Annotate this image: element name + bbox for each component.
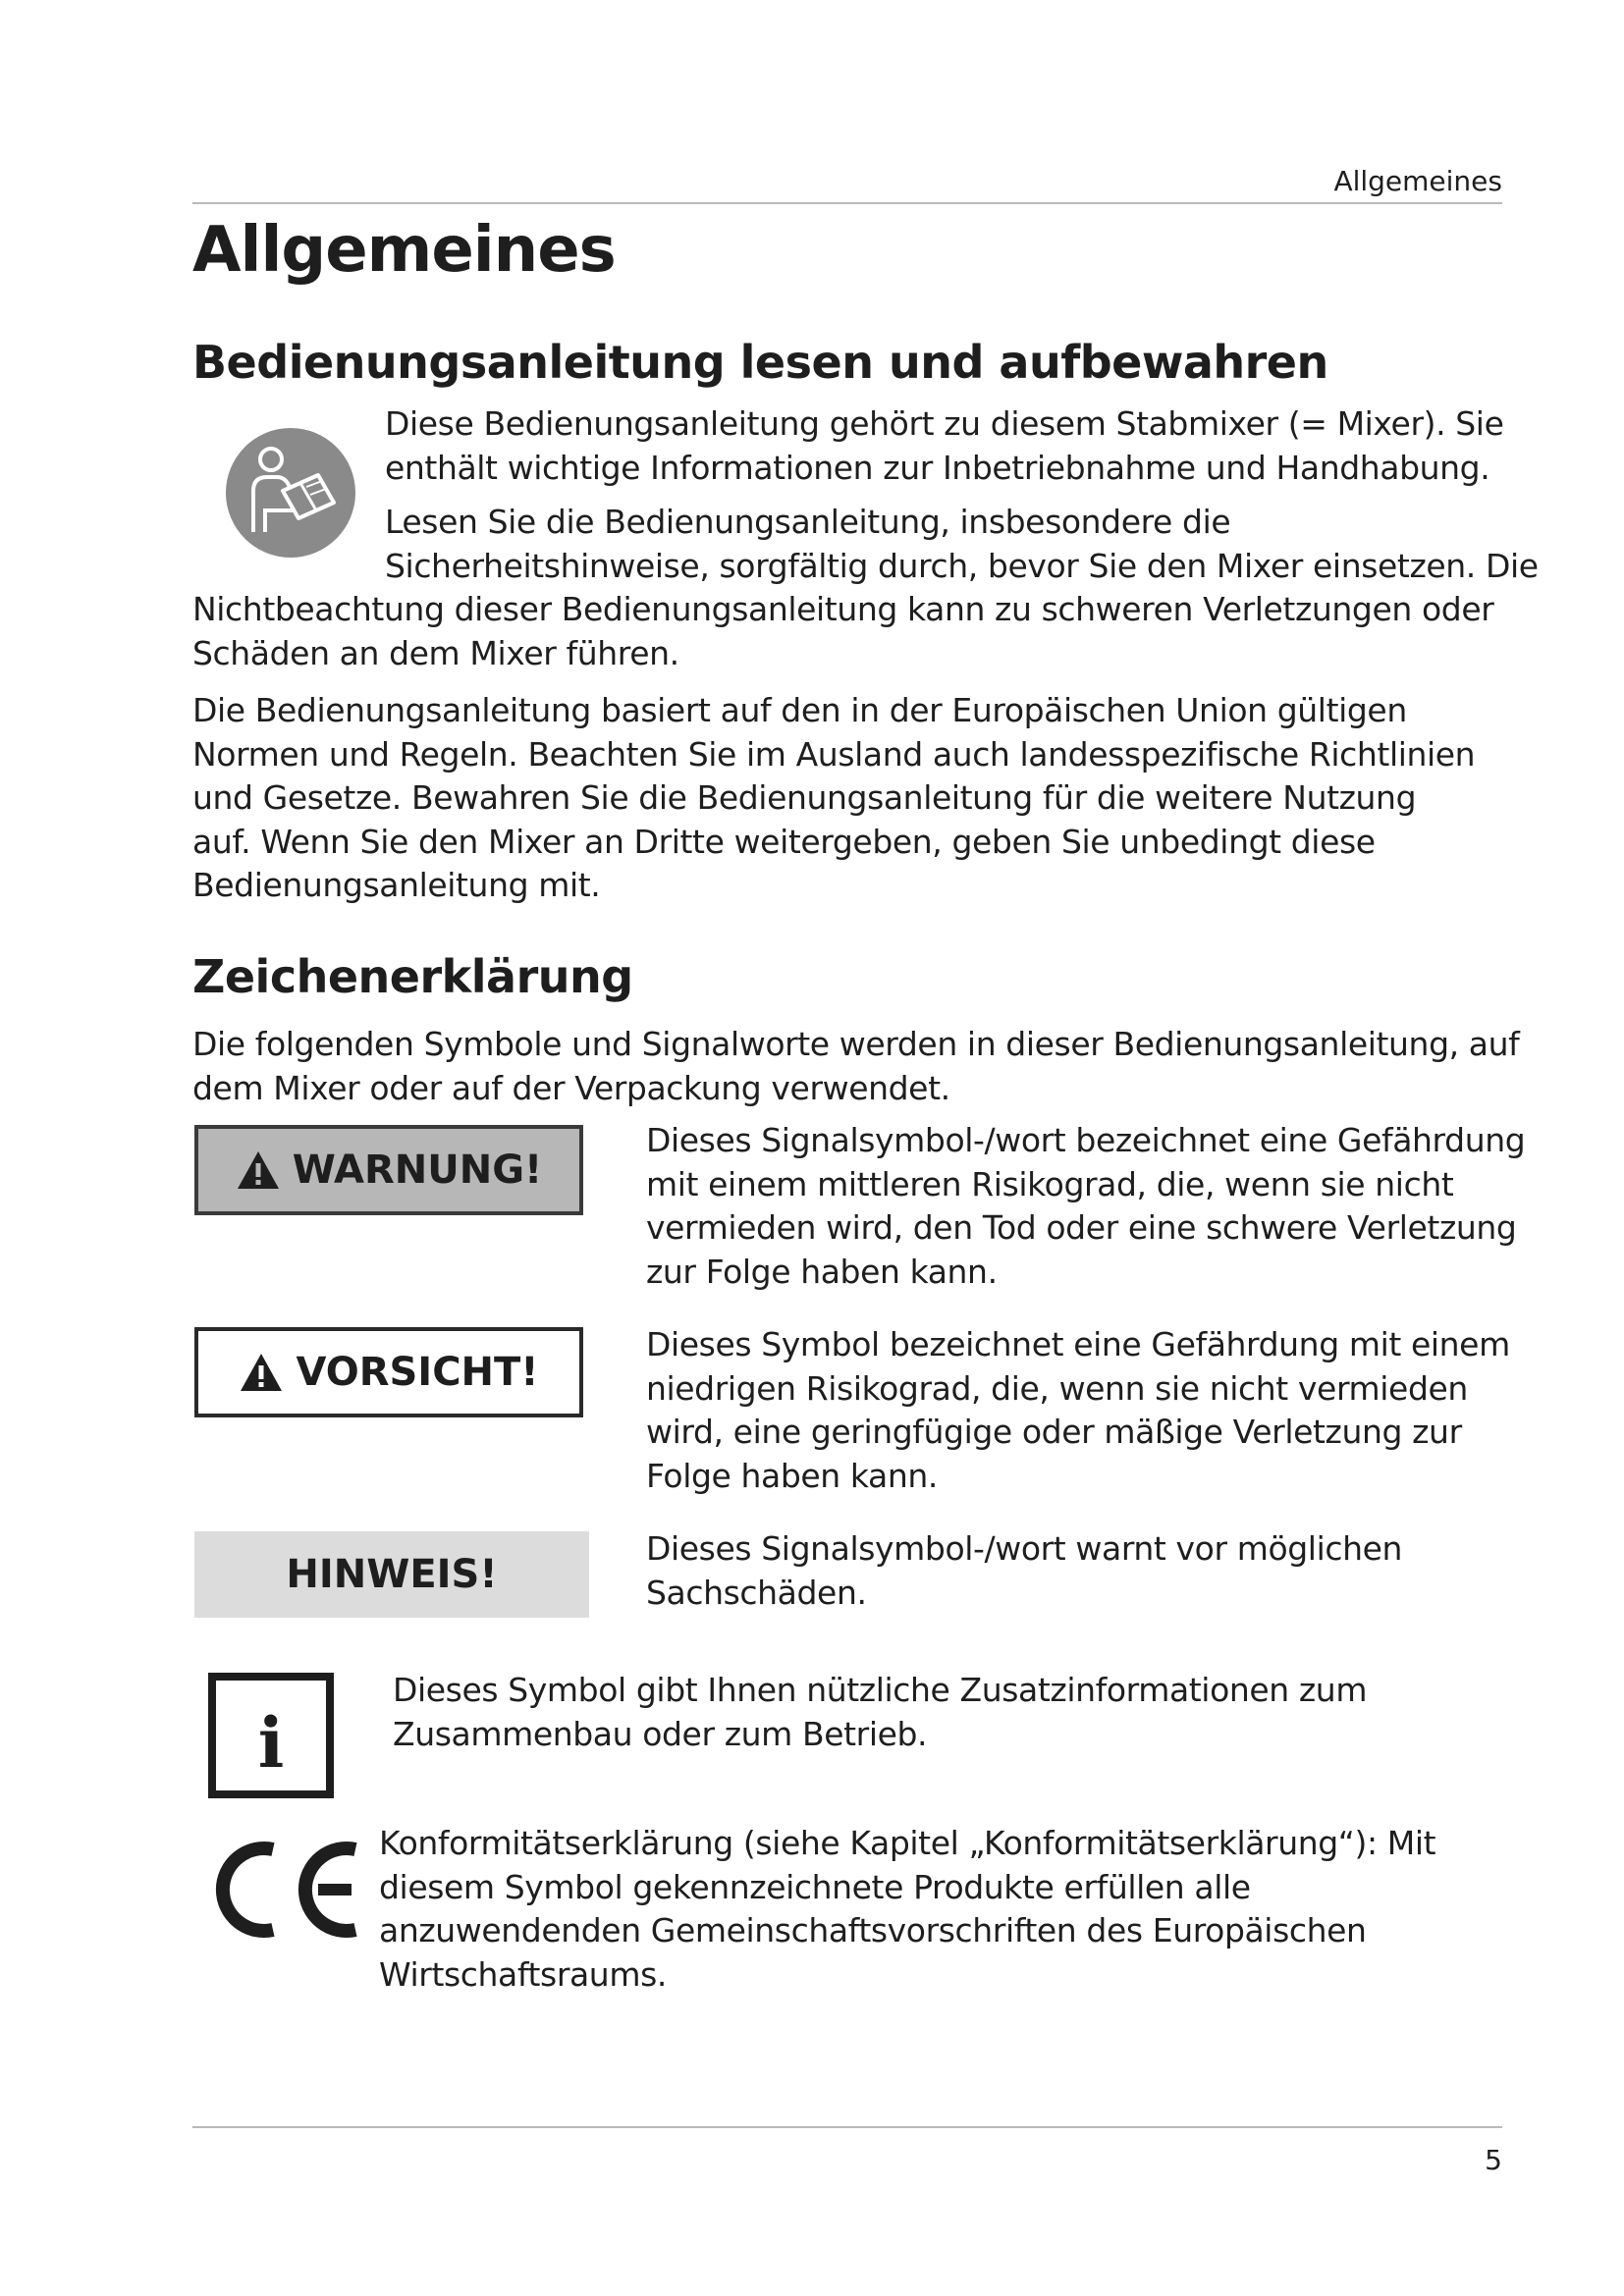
paragraph-read-carefully-cont xyxy=(192,588,1493,675)
info-glyph: i xyxy=(257,1702,285,1784)
text-line: auf. Wenn Sie den Mixer an Dritte weitergeben, geben Sie unbedingt diese xyxy=(192,822,1376,861)
note-label: HINWEIS! xyxy=(286,1552,498,1597)
paragraph-symbols-intro xyxy=(192,1023,1519,1110)
text-line: niedrigen Risikograd, die, wenn sie nicht vermieden xyxy=(646,1368,1468,1408)
warning-label: WARNUNG! xyxy=(292,1148,543,1193)
warning-triangle-icon xyxy=(236,1149,281,1191)
caution-label: VORSICHT! xyxy=(296,1350,539,1395)
heading-symbols: Zeichenerklärung xyxy=(192,950,633,1003)
text-line: Diese Bedienungsanleitung gehört zu diesem Stabmixer (= Mixer). Sie xyxy=(385,404,1504,443)
heading-read-manual: Bedienungsanleitung lesen und aufbewahren xyxy=(192,336,1328,389)
read-manual-icon xyxy=(224,426,357,560)
text-line: Lesen Sie die Bedienungsanleitung, insbesondere die xyxy=(385,503,1231,541)
text-line: diesem Symbol gekennzeichnete Produkte erfüllen alle xyxy=(379,1867,1251,1906)
ce-mark-icon xyxy=(208,1836,365,1944)
text-line: dem Mixer oder auf der Verpackung verwendet. xyxy=(192,1068,950,1107)
paragraph-read-carefully xyxy=(385,501,1539,588)
text-line: Folge haben kann. xyxy=(646,1456,938,1495)
text-line: Konformitätserklärung (siehe Kapitel „Konformitätserklärung“): Mit xyxy=(379,1824,1436,1862)
text-line: Dieses Symbol gibt Ihnen nützliche Zusatzinformationen zum xyxy=(393,1671,1368,1709)
text-line: zur Folge haben kann. xyxy=(646,1252,998,1291)
text-line: Die folgenden Symbole und Signalworte werden in dieser Bedienungsanleitung, auf xyxy=(192,1025,1520,1063)
text-line: und Gesetze. Bewahren Sie die Bedienungsanleitung für die weitere Nutzung xyxy=(192,778,1417,817)
text-line: Die Bedienungsanleitung basiert auf den in der Europäischen Union gültigen xyxy=(192,691,1407,729)
text-line: Sachschäden. xyxy=(646,1573,867,1612)
footer-rule xyxy=(192,2126,1502,2128)
text-line: Dieses Signalsymbol-/wort warnt vor möglichen xyxy=(646,1529,1403,1568)
text-line: Dieses Symbol bezeichnet eine Gefährdung mit einem xyxy=(646,1325,1510,1363)
text-line: enthält wichtige Informationen zur Inbetriebnahme und Handhabung. xyxy=(385,448,1490,487)
paragraph-eu-norms xyxy=(192,689,1475,908)
header-rule xyxy=(192,202,1502,204)
caution-description xyxy=(646,1323,1510,1498)
running-header: Allgemeines xyxy=(1333,165,1502,197)
note-signal-box xyxy=(194,1531,589,1618)
text-line: vermieden wird, den Tod oder eine schwere Verletzung xyxy=(646,1208,1517,1247)
page-title: Allgemeines xyxy=(192,214,616,287)
warning-signal-box xyxy=(194,1125,583,1215)
text-line: anzuwendenden Gemeinschaftsvorschriften des Europäischen xyxy=(379,1911,1367,1949)
text-line: Schäden an dem Mixer führen. xyxy=(192,633,679,672)
text-line: Zusammenbau oder zum Betrieb. xyxy=(393,1714,928,1753)
page-number: 5 xyxy=(1485,2144,1502,2176)
info-icon xyxy=(208,1673,334,1798)
info-description xyxy=(393,1669,1367,1756)
text-line: Nichtbeachtung dieser Bedienungsanleitung kann zu schweren Verletzungen oder xyxy=(192,590,1494,628)
paragraph-intro xyxy=(385,402,1503,490)
warning-description xyxy=(646,1119,1525,1294)
text-line: mit einem mittleren Risikograd, die, wenn sie nicht xyxy=(646,1164,1454,1203)
text-line: Wirtschaftsraums. xyxy=(379,1954,667,1994)
note-description xyxy=(646,1527,1402,1615)
text-line: Bedienungsanleitung mit. xyxy=(192,866,601,904)
text-line: Sicherheitshinweise, sorgfältig durch, bevor Sie den Mixer einsetzen. Die xyxy=(385,546,1539,585)
warning-triangle-icon xyxy=(239,1352,284,1393)
text-line: Dieses Signalsymbol-/wort bezeichnet eine Gefährdung xyxy=(646,1121,1526,1159)
text-line: Normen und Regeln. Beachten Sie im Ausland auch landesspezifische Richtlinien xyxy=(192,734,1476,774)
ce-description xyxy=(379,1822,1435,1997)
text-line: wird, eine geringfügige oder mäßige Verletzung zur xyxy=(646,1413,1462,1451)
caution-signal-box xyxy=(194,1327,583,1417)
